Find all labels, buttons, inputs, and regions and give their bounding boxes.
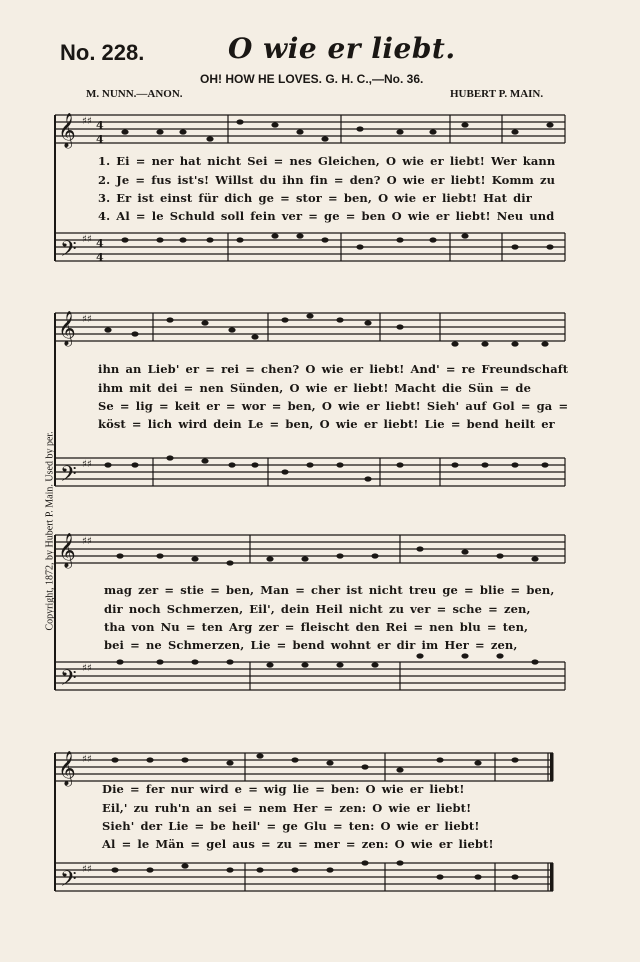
lyric-line-s3-v3: tha von Nu = ten Arg zer = fleischt den Rei = nen blu = ten, xyxy=(104,620,529,634)
svg-text:♯♯: ♯♯ xyxy=(82,234,92,245)
svg-text:♯♯: ♯♯ xyxy=(82,459,92,470)
lyric-line-s1-v4: 4. Al = le Schuld soll fein ver = ge = ben O wie er liebt! Neu und xyxy=(98,209,555,223)
lyric-line-s3-v1: mag zer = stie = ben, Man = cher ist nicht treu ge = blie = ben, xyxy=(104,583,555,597)
svg-text:𝄞: 𝄞 xyxy=(58,113,76,148)
svg-text:♯♯: ♯♯ xyxy=(82,754,92,765)
svg-text:𝄢: 𝄢 xyxy=(60,462,77,492)
svg-text:4: 4 xyxy=(96,251,104,264)
lyric-line-s4-v4: Al = le Män = gel aus = zu = mer = zen: O wie er liebt! xyxy=(102,837,494,851)
svg-text:♯♯: ♯♯ xyxy=(82,663,92,674)
lyric-line-s4-v1: Die = fer nur wird e = wig lie = ben: O wie er liebt! xyxy=(102,782,465,796)
music-system-2 xyxy=(0,298,640,498)
lyric-line-s1-v2: 2. Je = fus ist's! Willst du ihn fin = den? O wie er liebt! Komm zu xyxy=(98,173,556,187)
svg-text:♯♯: ♯♯ xyxy=(82,864,92,875)
svg-text:𝄢: 𝄢 xyxy=(60,237,77,267)
composer-credit: HUBERT P. MAIN. xyxy=(450,88,544,100)
svg-text:♯♯: ♯♯ xyxy=(82,314,92,325)
svg-text:♯♯: ♯♯ xyxy=(82,536,92,547)
lyric-line-s1-v1: 1. Ei = ner hat nicht Sei = nes Gleichen, O wie er liebt! Wer kann xyxy=(98,154,556,168)
hymn-subtitle: OH! HOW HE LOVES. G. H. C.,—No. 36. xyxy=(200,72,424,86)
lyricist-credit: M. NUNN.—ANON. xyxy=(86,88,183,100)
music-system-1 xyxy=(0,100,640,280)
lyric-line-s2-v3: Se = lig = keit er = wor = ben, O wie er liebt! Sieh' auf Gol = ga = xyxy=(98,399,569,413)
hymn-number: No. 228. xyxy=(60,40,145,65)
svg-text:𝄞: 𝄞 xyxy=(58,751,76,786)
svg-text:4: 4 xyxy=(96,133,104,146)
svg-text:𝄢: 𝄢 xyxy=(60,666,77,696)
lyric-line-s2-v1: ihn an Lieb' er = rei = chen? O wie er liebt! And' = re Freundschaft xyxy=(98,362,569,376)
lyric-line-s4-v2: Eil,' zu ruh'n an sei = nem Her = zen: O wie er liebt! xyxy=(102,801,472,815)
svg-text:𝄞: 𝄞 xyxy=(58,311,76,346)
hymn-title: O wie er liebt. xyxy=(228,32,456,65)
lyric-line-s2-v4: köst = lich wird dein Le = ben, O wie er liebt! Lie = bend heilt er xyxy=(98,417,555,431)
lyric-line-s2-v2: ihm mit dei = nen Sünden, O wie er liebt! Macht die Sün = de xyxy=(98,381,531,395)
svg-text:4: 4 xyxy=(96,119,104,132)
lyric-line-s1-v3: 3. Er ist einst für dich ge = stor = ben, O wie er liebt! Hat dir xyxy=(98,191,532,205)
svg-text:♯♯: ♯♯ xyxy=(82,116,92,127)
lyric-line-s3-v2: dir noch Schmerzen, Eil', dein Heil nicht zu ver = sche = zen, xyxy=(104,602,531,616)
copyright-notice: Copyright, 1872, by Hubert P. Main. Used by per. xyxy=(44,431,56,631)
lyric-line-s4-v3: Sieh' der Lie = be heil' = ge Glu = ten: O wie er liebt! xyxy=(102,819,480,833)
svg-text:4: 4 xyxy=(96,237,104,250)
svg-text:𝄢: 𝄢 xyxy=(60,867,77,897)
lyric-line-s3-v4: bei = ne Schmerzen, Lie = bend wohnt er dir im Her = zen, xyxy=(104,638,518,652)
svg-text:𝄞: 𝄞 xyxy=(58,533,76,568)
